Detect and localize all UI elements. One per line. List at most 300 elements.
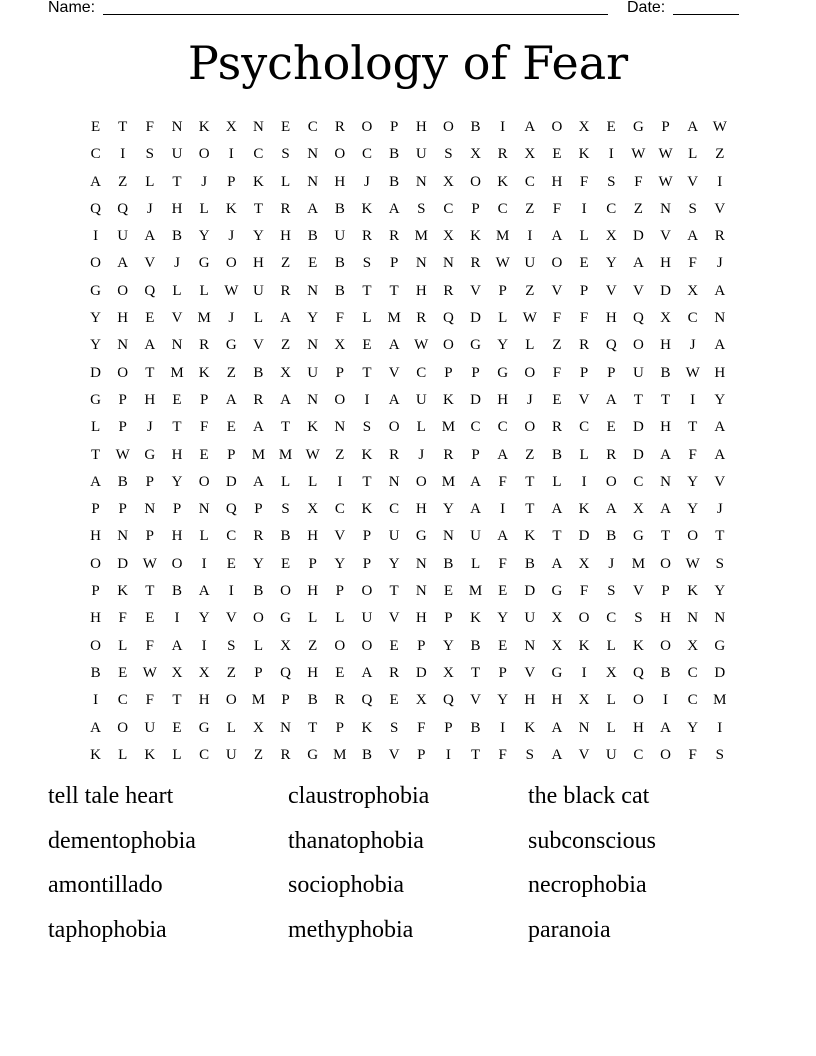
grid-letter: V (388, 746, 400, 763)
grid-letter: A (90, 719, 101, 736)
grid-letter: O (334, 146, 346, 163)
grid-letter: C (687, 310, 698, 327)
grid-letter: E (606, 119, 616, 135)
grid-letter: X (252, 719, 264, 736)
grid-letter: K (470, 228, 481, 245)
grid-letter: Z (118, 173, 128, 190)
grid-letter: M (387, 310, 401, 327)
grid-row (82, 715, 733, 742)
grid-letter: H (524, 692, 536, 709)
grid-letter: A (551, 555, 563, 572)
grid-letter: Z (552, 337, 562, 354)
grid-letter: P (389, 255, 399, 272)
grid-letter: H (307, 664, 319, 681)
grid-letter: K (361, 501, 373, 518)
grid-letter: X (605, 228, 617, 245)
grid-letter: I (93, 692, 99, 709)
grid-letter: E (226, 419, 236, 436)
grid-letter: C (416, 364, 427, 381)
grid-letter: L (280, 173, 291, 190)
grid-letter: M (631, 555, 646, 572)
grid-letter: H (415, 501, 427, 518)
word-list-item: amontillado (48, 872, 163, 898)
grid-letter: O (470, 173, 481, 190)
grid-letter: P (444, 364, 453, 381)
grid-letter: K (632, 637, 644, 654)
grid-letter: O (280, 583, 291, 600)
grid-letter: K (578, 637, 590, 654)
grid-letter: C (117, 692, 128, 709)
grid-letter: O (524, 364, 536, 381)
grid-letter: A (198, 583, 210, 600)
grid-letter: V (632, 282, 644, 299)
grid-letter: K (524, 719, 536, 736)
grid-letter: A (714, 419, 726, 436)
grid-letter: C (389, 501, 400, 518)
grid-letter: G (307, 746, 319, 763)
grid-letter: B (606, 528, 617, 545)
grid-letter: I (581, 200, 587, 217)
grid-letter: B (307, 692, 318, 709)
grid-letter: Z (226, 664, 236, 681)
grid-letter: A (388, 200, 400, 217)
word-list-item: paranoia (528, 916, 611, 943)
grid-letter: Z (280, 337, 291, 354)
grid-letter: V (578, 746, 590, 763)
grid-letter: U (307, 364, 319, 381)
grid-row (82, 496, 733, 523)
grid-letter: P (118, 419, 127, 436)
grid-letter: U (415, 146, 427, 163)
grid-letter: I (120, 146, 126, 163)
grid-letter: T (470, 746, 481, 763)
grid-letter: X (198, 664, 210, 681)
grid-letter: X (632, 501, 644, 518)
grid-letter: U (252, 282, 264, 299)
grid-letter: V (578, 391, 590, 408)
grid-letter: X (442, 228, 454, 245)
grid-letter: A (714, 337, 726, 354)
grid-letter: K (470, 610, 481, 627)
grid-letter: A (632, 255, 644, 272)
grid-letter: P (471, 446, 480, 463)
grid-row (82, 305, 733, 332)
grid-letter: Z (253, 746, 263, 763)
grid-letter: P (199, 391, 209, 408)
grid-letter: V (470, 692, 481, 709)
grid-letter: A (687, 119, 699, 135)
grid-letter: H (415, 282, 427, 299)
grid-letter: A (90, 473, 101, 490)
grid-letter: E (226, 555, 236, 572)
date-blank-line (673, 14, 739, 15)
grid-letter: F (552, 364, 562, 381)
grid-letter: P (227, 446, 236, 463)
grid-letter: K (144, 746, 156, 763)
grid-letter: V (714, 200, 726, 217)
grid-letter: P (579, 364, 589, 381)
grid-letter: H (90, 528, 101, 545)
grid-letter: T (362, 282, 372, 299)
grid-letter: V (524, 664, 536, 681)
grid-letter: Y (714, 391, 726, 408)
grid-letter: Y (252, 228, 264, 245)
grid-letter: H (660, 337, 671, 354)
grid-letter: R (606, 446, 617, 463)
grid-letter: Y (388, 555, 400, 572)
grid-letter: E (308, 255, 318, 272)
grid-letter: A (605, 391, 617, 408)
grid-letter: S (525, 746, 534, 763)
grid-letter: D (632, 419, 644, 436)
grid-letter: U (605, 746, 617, 763)
grid-letter: N (307, 282, 319, 299)
grid-letter: K (497, 173, 509, 190)
grid-letter: F (688, 255, 697, 272)
grid-letter: K (117, 583, 129, 600)
grid-letter: L (362, 310, 372, 327)
grid-letter: N (714, 310, 726, 327)
grid-letter: W (224, 282, 239, 299)
grid-letter: S (607, 173, 616, 190)
grid-letter: E (280, 555, 291, 572)
grid-letter: V (388, 364, 400, 381)
grid-letter: F (579, 310, 589, 327)
grid-letter: J (228, 310, 235, 327)
grid-letter: B (334, 282, 345, 299)
grid-letter: N (198, 501, 210, 518)
grid-letter: X (171, 664, 183, 681)
grid-letter: C (524, 173, 535, 190)
grid-letter: H (551, 173, 563, 190)
grid-letter: K (307, 419, 319, 436)
grid-letter: E (199, 446, 209, 463)
grid-letter: A (117, 255, 129, 272)
grid-row (82, 605, 733, 632)
grid-letter: H (415, 119, 427, 135)
grid-letter: F (552, 200, 562, 217)
grid-letter: A (497, 528, 509, 545)
grid-letter: I (228, 146, 234, 163)
grid-letter: P (579, 282, 589, 299)
grid-letter: O (117, 719, 129, 736)
grid-letter: E (172, 719, 182, 736)
grid-letter: C (470, 419, 481, 436)
grid-letter: X (687, 282, 699, 299)
grid-letter: L (199, 528, 209, 545)
grid-letter: P (471, 200, 480, 217)
grid-letter: Y (497, 692, 509, 709)
grid-letter: B (389, 173, 400, 190)
grid-letter: N (117, 337, 129, 354)
grid-letter: G (551, 583, 563, 600)
grid-letter: L (308, 610, 318, 627)
grid-letter: E (606, 419, 616, 436)
grid-letter: F (417, 719, 426, 736)
grid-letter: F (199, 419, 209, 436)
grid-letter: A (171, 637, 183, 654)
grid-letter: B (253, 583, 264, 600)
grid-letter: N (388, 473, 400, 490)
grid-letter: Y (198, 228, 210, 245)
grid-letter: U (415, 391, 427, 408)
grid-letter: F (335, 310, 344, 327)
grid-letter: Q (442, 692, 454, 709)
grid-letter: V (388, 610, 400, 627)
name-label: Name: (48, 0, 96, 16)
grid-letter: P (444, 610, 453, 627)
grid-letter: I (608, 146, 614, 163)
grid-letter: O (361, 637, 373, 654)
grid-letter: H (90, 610, 101, 627)
grid-letter: S (281, 146, 290, 163)
grid-letter: K (198, 364, 210, 381)
word-list (48, 774, 768, 952)
grid-letter: I (717, 719, 723, 736)
grid-letter: O (388, 419, 400, 436)
grid-letter: B (90, 664, 101, 681)
grid-letter: G (632, 528, 644, 545)
grid-letter: C (443, 200, 454, 217)
grid-row (82, 742, 733, 769)
grid-letter: Y (497, 337, 509, 354)
grid-letter: F (552, 310, 562, 327)
grid-letter: C (199, 746, 210, 763)
grid-letter: S (715, 746, 724, 763)
grid-letter: A (388, 391, 400, 408)
grid-letter: U (171, 146, 183, 163)
grid-letter: Y (90, 310, 101, 327)
grid-letter: O (660, 555, 671, 572)
grid-letter: O (117, 282, 129, 299)
grid-row (82, 414, 733, 441)
grid-letter: R (443, 282, 454, 299)
grid-letter: L (199, 282, 209, 299)
grid-letter: S (607, 583, 616, 600)
grid-letter: U (524, 255, 536, 272)
grid-letter: O (90, 255, 101, 272)
grid-letter: S (715, 555, 724, 572)
grid-letter: Q (280, 664, 291, 681)
grid-letter: E (362, 337, 372, 354)
grid-letter: K (252, 173, 264, 190)
grid-letter: H (171, 200, 183, 217)
grid-letter: Y (687, 719, 699, 736)
grid-letter: O (252, 610, 264, 627)
grid-letter: R (416, 310, 427, 327)
grid-letter: X (307, 501, 319, 518)
grid-letter: J (201, 173, 208, 190)
grid-letter: L (308, 473, 318, 490)
grid-letter: T (118, 119, 128, 135)
grid-letter: N (171, 119, 183, 135)
grid-letter: A (252, 473, 264, 490)
grid-letter: C (633, 473, 644, 490)
grid-letter: F (634, 173, 643, 190)
word-list-item: thanatophobia (288, 827, 424, 854)
grid-letter: P (145, 528, 155, 545)
grid-letter: A (361, 664, 373, 681)
grid-letter: R (470, 255, 481, 272)
grid-letter: V (470, 282, 481, 299)
grid-letter: K (442, 391, 454, 408)
grid-letter: V (714, 473, 726, 490)
grid-letter: H (307, 583, 319, 600)
grid-letter: W (414, 337, 429, 354)
grid-letter: E (552, 391, 562, 408)
grid-letter: Z (525, 200, 535, 217)
grid-letter: S (362, 255, 372, 272)
grid-letter: J (689, 337, 696, 354)
grid-letter: O (361, 119, 373, 135)
grid-letter: J (228, 228, 235, 245)
grid-letter: V (144, 255, 156, 272)
grid-letter: U (388, 528, 400, 545)
grid-letter: O (117, 364, 129, 381)
grid-letter: N (307, 146, 319, 163)
grid-letter: V (225, 610, 237, 627)
grid-letter: T (145, 583, 155, 600)
grid-letter: J (146, 200, 153, 217)
grid-letter: Q (117, 200, 129, 217)
grid-letter: A (660, 719, 671, 736)
grid-letter: F (145, 692, 155, 709)
grid-letter: Z (308, 637, 318, 654)
grid-letter: E (552, 146, 562, 163)
grid-letter: H (660, 419, 671, 436)
grid-letter: C (606, 610, 617, 627)
grid-letter: X (551, 610, 563, 627)
grid-letter: L (253, 637, 263, 654)
grid-letter: B (660, 664, 671, 681)
grid-letter: Q (442, 310, 454, 327)
grid-letter: I (581, 473, 587, 490)
grid-letter: F (579, 173, 589, 190)
grid-letter: P (118, 391, 127, 408)
grid-letter: T (90, 446, 101, 463)
grid-letter: C (633, 746, 644, 763)
grid-letter: A (605, 501, 617, 518)
grid-letter: T (389, 282, 399, 299)
grid-letter: P (227, 173, 236, 190)
grid-letter: A (280, 310, 291, 327)
grid-letter: U (524, 610, 536, 627)
grid-letter: P (254, 501, 263, 518)
grid-letter: E (579, 255, 589, 272)
grid-letter: S (417, 200, 426, 217)
grid-letter: N (171, 337, 183, 354)
grid-letter: O (442, 119, 454, 135)
grid-letter: O (632, 692, 644, 709)
grid-letter: E (118, 664, 128, 681)
grid-letter: H (415, 610, 427, 627)
grid-letter: W (142, 555, 157, 572)
grid-letter: H (497, 391, 509, 408)
grid-letter: Z (715, 146, 725, 163)
grid-letter: H (280, 228, 291, 245)
grid-letter: U (334, 228, 346, 245)
grid-letter: O (551, 119, 563, 135)
word-list-item: methyphobia (288, 916, 414, 943)
grid-letter: S (281, 501, 290, 518)
grid-letter: B (334, 255, 345, 272)
grid-letter: L (416, 419, 426, 436)
grid-letter: I (228, 583, 234, 600)
grid-letter: N (307, 391, 319, 408)
grid-row (82, 523, 733, 550)
grid-letter: O (90, 555, 101, 572)
grid-letter: G (497, 364, 509, 381)
grid-letter: J (174, 255, 180, 272)
grid-letter: B (253, 364, 264, 381)
grid-letter: G (714, 637, 726, 654)
grid-letter: M (251, 446, 266, 463)
word-list-item: taphophobia (48, 916, 167, 943)
grid-letter: L (498, 310, 508, 327)
grid-letter: G (632, 119, 644, 135)
grid-letter: Z (280, 255, 291, 272)
grid-letter: F (498, 555, 507, 572)
grid-letter: R (443, 446, 454, 463)
grid-letter: F (579, 583, 589, 600)
grid-letter: M (713, 692, 727, 709)
grid-letter: Y (252, 555, 264, 572)
grid-letter: R (389, 664, 400, 681)
grid-letter: R (361, 228, 372, 245)
grid-letter: F (688, 446, 697, 463)
grid-letter: A (714, 446, 726, 463)
grid-letter: Y (687, 501, 699, 518)
grid-row (82, 169, 733, 196)
grid-letter: G (225, 337, 237, 354)
grid-letter: L (579, 446, 589, 463)
grid-letter: E (90, 119, 101, 135)
grid-letter: W (631, 146, 646, 163)
grid-letter: T (308, 719, 318, 736)
grid-letter: B (171, 228, 182, 245)
grid-letter: T (525, 501, 535, 518)
grid-letter: A (551, 719, 563, 736)
grid-letter: X (442, 173, 454, 190)
grid-letter: O (334, 637, 346, 654)
grid-letter: P (362, 555, 372, 572)
grid-letter: A (551, 501, 563, 518)
grid-letter: L (606, 692, 616, 709)
grid-letter: O (687, 528, 699, 545)
grid-letter: N (660, 200, 671, 217)
grid-letter: D (90, 364, 101, 381)
grid-letter: A (714, 282, 726, 299)
grid-row (82, 687, 733, 714)
grid-letter: N (442, 255, 454, 272)
grid-letter: N (252, 119, 264, 135)
grid-row (82, 332, 733, 359)
grid-letter: T (552, 528, 562, 545)
grid-letter: W (142, 664, 157, 681)
grid-letter: Z (335, 446, 345, 463)
grid-letter: O (361, 583, 373, 600)
grid-letter: T (253, 200, 263, 217)
grid-letter: D (578, 528, 590, 545)
grid-letter: Z (633, 200, 643, 217)
grid-letter: U (144, 719, 156, 736)
word-list-item: tell tale heart (48, 783, 174, 809)
grid-letter: R (579, 337, 590, 354)
grid-letter: L (552, 473, 562, 490)
grid-letter: U (225, 746, 237, 763)
grid-row (82, 633, 733, 660)
grid-letter: J (526, 391, 533, 408)
